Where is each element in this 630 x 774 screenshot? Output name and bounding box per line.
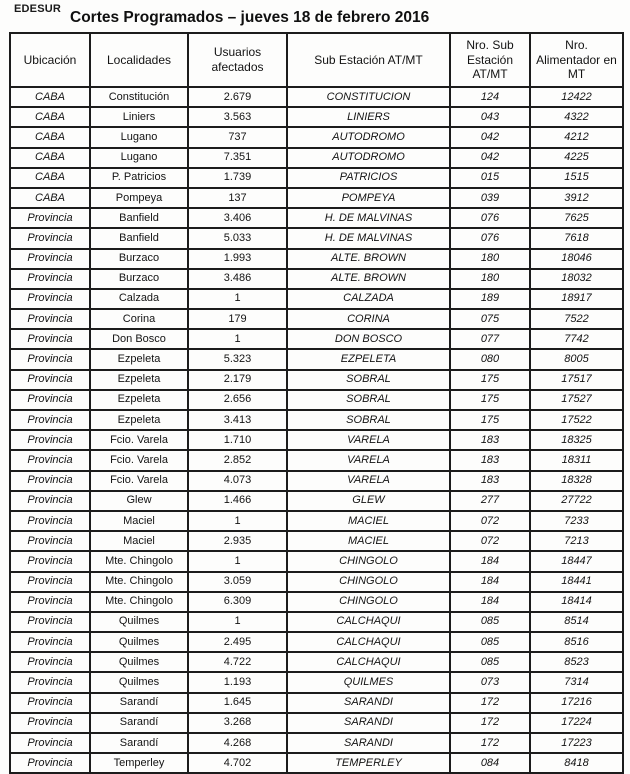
table-row [10,309,623,329]
cell-sub-estacion: CHINGOLO [287,592,450,612]
cell-ubicacion: CABA [10,148,90,168]
cell-ubicacion: Provincia [10,430,90,450]
table-row [10,551,623,571]
table-row [10,612,623,632]
cell-nro-alimentador: 7213 [530,531,623,551]
cell-sub-estacion: DON BOSCO [287,329,450,349]
table-row [10,390,623,410]
column-header-sub-estacion: Sub Estación AT/MT [287,33,450,87]
cell-usuarios-afectados: 1.645 [188,693,287,713]
table-row [10,208,623,228]
cell-ubicacion: Provincia [10,390,90,410]
cell-usuarios-afectados: 3.413 [188,410,287,430]
column-header-nro-sub-estacion: Nro. Sub Estación AT/MT [450,33,530,87]
cell-localidad: Temperley [90,753,188,773]
cell-sub-estacion: SARANDI [287,733,450,753]
cell-localidad: Ezpeleta [90,349,188,369]
cell-nro-sub-estacion: 175 [450,410,530,430]
cell-nro-sub-estacion: 189 [450,289,530,309]
table-row [10,672,623,692]
cell-usuarios-afectados: 179 [188,309,287,329]
cell-nro-alimentador: 3912 [530,188,623,208]
cell-nro-sub-estacion: 076 [450,228,530,248]
table-body [10,87,623,773]
table-row [10,632,623,652]
cell-localidad: Ezpeleta [90,410,188,430]
cell-nro-alimentador: 7233 [530,511,623,531]
cell-ubicacion: Provincia [10,450,90,470]
cell-nro-sub-estacion: 084 [450,753,530,773]
cell-usuarios-afectados: 3.059 [188,572,287,592]
outages-table [9,32,624,774]
edesur-logo-text: EDESUR [14,3,62,15]
cell-sub-estacion: TEMPERLEY [287,753,450,773]
cell-sub-estacion: SARANDI [287,713,450,733]
cell-nro-alimentador: 17527 [530,390,623,410]
cell-usuarios-afectados: 2.179 [188,370,287,390]
cell-nro-alimentador: 17522 [530,410,623,430]
table-row [10,693,623,713]
cell-ubicacion: Provincia [10,531,90,551]
cell-usuarios-afectados: 1.993 [188,249,287,269]
cell-nro-alimentador: 17223 [530,733,623,753]
table-row [10,511,623,531]
table-row [10,713,623,733]
column-header-ubicacion: Ubicación [10,33,90,87]
cell-sub-estacion: CONSTITUCION [287,87,450,107]
cell-localidad: Sarandí [90,713,188,733]
cell-sub-estacion: CALCHAQUI [287,632,450,652]
cell-nro-sub-estacion: 183 [450,471,530,491]
table-row [10,410,623,430]
cell-ubicacion: Provincia [10,632,90,652]
cell-sub-estacion: CALZADA [287,289,450,309]
cell-nro-alimentador: 7618 [530,228,623,248]
cell-localidad: Corina [90,309,188,329]
cell-localidad: Fcio. Varela [90,430,188,450]
cell-nro-sub-estacion: 085 [450,652,530,672]
cell-sub-estacion: VARELA [287,471,450,491]
cell-usuarios-afectados: 1.193 [188,672,287,692]
cell-nro-sub-estacion: 124 [450,87,530,107]
table-row [10,531,623,551]
cell-nro-alimentador: 7742 [530,329,623,349]
cell-ubicacion: Provincia [10,733,90,753]
cell-nro-alimentador: 12422 [530,87,623,107]
cell-localidad: Liniers [90,107,188,127]
cell-localidad: Ezpeleta [90,370,188,390]
cell-usuarios-afectados: 1 [188,612,287,632]
cell-sub-estacion: POMPEYA [287,188,450,208]
header-row [10,33,623,87]
table-row [10,127,623,147]
cell-localidad: Constitución [90,87,188,107]
cell-nro-sub-estacion: 075 [450,309,530,329]
cell-nro-alimentador: 8418 [530,753,623,773]
cell-ubicacion: Provincia [10,672,90,692]
cell-sub-estacion: SOBRAL [287,370,450,390]
cell-usuarios-afectados: 1 [188,551,287,571]
cell-ubicacion: CABA [10,168,90,188]
cell-sub-estacion: LINIERS [287,107,450,127]
cell-sub-estacion: PATRICIOS [287,168,450,188]
column-header-nro-alimentador: Nro. Alimentador en MT [530,33,623,87]
cell-sub-estacion: CHINGOLO [287,572,450,592]
cell-usuarios-afectados: 737 [188,127,287,147]
page-title: Cortes Programados – jueves 18 de febrero 2016 [70,9,430,26]
cell-localidad: Fcio. Varela [90,471,188,491]
cell-ubicacion: Provincia [10,753,90,773]
cell-ubicacion: Provincia [10,592,90,612]
cell-localidad: Mte. Chingolo [90,572,188,592]
cell-nro-alimentador: 4225 [530,148,623,168]
table-row [10,349,623,369]
cell-nro-sub-estacion: 042 [450,148,530,168]
cell-usuarios-afectados: 3.486 [188,269,287,289]
cell-usuarios-afectados: 4.702 [188,753,287,773]
cell-usuarios-afectados: 1 [188,511,287,531]
cell-localidad: Lugano [90,148,188,168]
cell-usuarios-afectados: 7.351 [188,148,287,168]
cell-ubicacion: Provincia [10,329,90,349]
cell-sub-estacion: AUTODROMO [287,127,450,147]
cell-nro-alimentador: 17224 [530,713,623,733]
cell-sub-estacion: CALCHAQUI [287,612,450,632]
cell-nro-sub-estacion: 183 [450,450,530,470]
cell-localidad: Sarandí [90,693,188,713]
table-row [10,733,623,753]
cell-nro-alimentador: 8514 [530,612,623,632]
cell-nro-sub-estacion: 180 [450,249,530,269]
table-row [10,329,623,349]
cell-usuarios-afectados: 2.495 [188,632,287,652]
cell-usuarios-afectados: 4.268 [188,733,287,753]
cell-ubicacion: Provincia [10,370,90,390]
table-row [10,188,623,208]
cell-usuarios-afectados: 3.563 [188,107,287,127]
table-row [10,289,623,309]
cell-nro-alimentador: 18917 [530,289,623,309]
cell-nro-sub-estacion: 184 [450,592,530,612]
table-row [10,430,623,450]
cell-sub-estacion: H. DE MALVINAS [287,228,450,248]
cell-nro-alimentador: 4322 [530,107,623,127]
cell-usuarios-afectados: 1.739 [188,168,287,188]
cell-usuarios-afectados: 2.935 [188,531,287,551]
cell-nro-sub-estacion: 043 [450,107,530,127]
cell-sub-estacion: CALCHAQUI [287,652,450,672]
cell-nro-sub-estacion: 080 [450,349,530,369]
cell-localidad: Glew [90,491,188,511]
cell-ubicacion: Provincia [10,693,90,713]
cell-nro-alimentador: 7314 [530,672,623,692]
column-header-localidades: Localidades [90,33,188,87]
column-header-usuarios-afectados: Usuarios afectados [188,33,287,87]
cell-nro-alimentador: 18414 [530,592,623,612]
cell-nro-alimentador: 27722 [530,491,623,511]
cell-sub-estacion: ALTE. BROWN [287,269,450,289]
cell-localidad: Burzaco [90,269,188,289]
cell-localidad: Quilmes [90,672,188,692]
cell-usuarios-afectados: 1.710 [188,430,287,450]
cell-ubicacion: Provincia [10,309,90,329]
cell-sub-estacion: ALTE. BROWN [287,249,450,269]
cell-nro-alimentador: 7625 [530,208,623,228]
cell-usuarios-afectados: 1 [188,329,287,349]
table-row [10,228,623,248]
cell-ubicacion: Provincia [10,652,90,672]
cell-nro-sub-estacion: 073 [450,672,530,692]
cell-usuarios-afectados: 3.268 [188,713,287,733]
cell-nro-alimentador: 18046 [530,249,623,269]
cell-nro-alimentador: 8523 [530,652,623,672]
cell-nro-alimentador: 18311 [530,450,623,470]
cell-usuarios-afectados: 137 [188,188,287,208]
cell-ubicacion: Provincia [10,511,90,531]
cell-usuarios-afectados: 2.852 [188,450,287,470]
cell-nro-alimentador: 8005 [530,349,623,369]
table-row [10,370,623,390]
cell-localidad: Quilmes [90,632,188,652]
table-row [10,168,623,188]
cell-nro-sub-estacion: 172 [450,733,530,753]
cell-usuarios-afectados: 1.466 [188,491,287,511]
cell-nro-sub-estacion: 183 [450,430,530,450]
cell-sub-estacion: VARELA [287,450,450,470]
cell-nro-alimentador: 18447 [530,551,623,571]
cell-ubicacion: Provincia [10,551,90,571]
cell-ubicacion: CABA [10,107,90,127]
cell-usuarios-afectados: 4.722 [188,652,287,672]
cell-nro-alimentador: 18325 [530,430,623,450]
table-row [10,148,623,168]
table-row [10,592,623,612]
cell-nro-alimentador: 4212 [530,127,623,147]
cell-sub-estacion: SOBRAL [287,410,450,430]
cell-localidad: Mte. Chingolo [90,592,188,612]
cell-usuarios-afectados: 3.406 [188,208,287,228]
cell-sub-estacion: MACIEL [287,531,450,551]
cell-localidad: Quilmes [90,652,188,672]
cell-usuarios-afectados: 2.656 [188,390,287,410]
cell-sub-estacion: CHINGOLO [287,551,450,571]
cell-nro-sub-estacion: 085 [450,612,530,632]
cell-localidad: Calzada [90,289,188,309]
cell-ubicacion: CABA [10,87,90,107]
cell-usuarios-afectados: 4.073 [188,471,287,491]
cell-ubicacion: Provincia [10,471,90,491]
cell-localidad: Don Bosco [90,329,188,349]
cell-ubicacion: Provincia [10,289,90,309]
cell-ubicacion: Provincia [10,269,90,289]
cell-nro-alimentador: 7522 [530,309,623,329]
cell-sub-estacion: MACIEL [287,511,450,531]
cell-localidad: Ezpeleta [90,390,188,410]
cell-localidad: Mte. Chingolo [90,551,188,571]
cell-sub-estacion: AUTODROMO [287,148,450,168]
cell-nro-alimentador: 17216 [530,693,623,713]
cell-localidad: Quilmes [90,612,188,632]
cell-localidad: Maciel [90,531,188,551]
cell-usuarios-afectados: 1 [188,289,287,309]
cell-nro-sub-estacion: 072 [450,511,530,531]
table-header [10,33,623,87]
cell-nro-sub-estacion: 015 [450,168,530,188]
cell-localidad: Fcio. Varela [90,450,188,470]
cell-nro-alimentador: 18328 [530,471,623,491]
cell-localidad: Sarandí [90,733,188,753]
cell-nro-sub-estacion: 184 [450,572,530,592]
cell-localidad: Pompeya [90,188,188,208]
table-row [10,753,623,773]
cell-sub-estacion: VARELA [287,430,450,450]
cell-nro-alimentador: 8516 [530,632,623,652]
cell-ubicacion: CABA [10,127,90,147]
table-row [10,572,623,592]
cell-ubicacion: Provincia [10,410,90,430]
cell-usuarios-afectados: 5.323 [188,349,287,369]
cell-nro-sub-estacion: 172 [450,713,530,733]
cell-ubicacion: CABA [10,188,90,208]
cell-nro-sub-estacion: 076 [450,208,530,228]
table-row [10,491,623,511]
cell-sub-estacion: H. DE MALVINAS [287,208,450,228]
cell-sub-estacion: EZPELETA [287,349,450,369]
cell-sub-estacion: SOBRAL [287,390,450,410]
cell-localidad: Banfield [90,208,188,228]
cell-nro-sub-estacion: 039 [450,188,530,208]
cell-nro-sub-estacion: 175 [450,390,530,410]
cell-sub-estacion: CORINA [287,309,450,329]
cell-nro-alimentador: 18441 [530,572,623,592]
cell-ubicacion: Provincia [10,349,90,369]
table-row [10,87,623,107]
cell-nro-sub-estacion: 180 [450,269,530,289]
cell-ubicacion: Provincia [10,491,90,511]
cell-ubicacion: Provincia [10,612,90,632]
cell-nro-alimentador: 1515 [530,168,623,188]
cell-localidad: Maciel [90,511,188,531]
cell-ubicacion: Provincia [10,228,90,248]
cell-nro-alimentador: 18032 [530,269,623,289]
cell-nro-alimentador: 17517 [530,370,623,390]
cell-sub-estacion: GLEW [287,491,450,511]
cell-localidad: Lugano [90,127,188,147]
cell-ubicacion: Provincia [10,249,90,269]
cell-localidad: Burzaco [90,249,188,269]
cell-ubicacion: Provincia [10,208,90,228]
cell-ubicacion: Provincia [10,713,90,733]
cell-nro-sub-estacion: 072 [450,531,530,551]
table-row [10,107,623,127]
table-row [10,269,623,289]
cell-sub-estacion: QUILMES [287,672,450,692]
cell-localidad: P. Patricios [90,168,188,188]
cell-nro-sub-estacion: 042 [450,127,530,147]
cell-sub-estacion: SARANDI [287,693,450,713]
cell-nro-sub-estacion: 085 [450,632,530,652]
cell-nro-sub-estacion: 172 [450,693,530,713]
cell-usuarios-afectados: 5.033 [188,228,287,248]
cell-nro-sub-estacion: 184 [450,551,530,571]
cell-usuarios-afectados: 6.309 [188,592,287,612]
cell-ubicacion: Provincia [10,572,90,592]
cell-usuarios-afectados: 2.679 [188,87,287,107]
cell-localidad: Banfield [90,228,188,248]
cell-nro-sub-estacion: 277 [450,491,530,511]
table-row [10,249,623,269]
table-row [10,652,623,672]
cell-nro-sub-estacion: 077 [450,329,530,349]
table-row [10,450,623,470]
table-row [10,471,623,491]
cell-nro-sub-estacion: 175 [450,370,530,390]
